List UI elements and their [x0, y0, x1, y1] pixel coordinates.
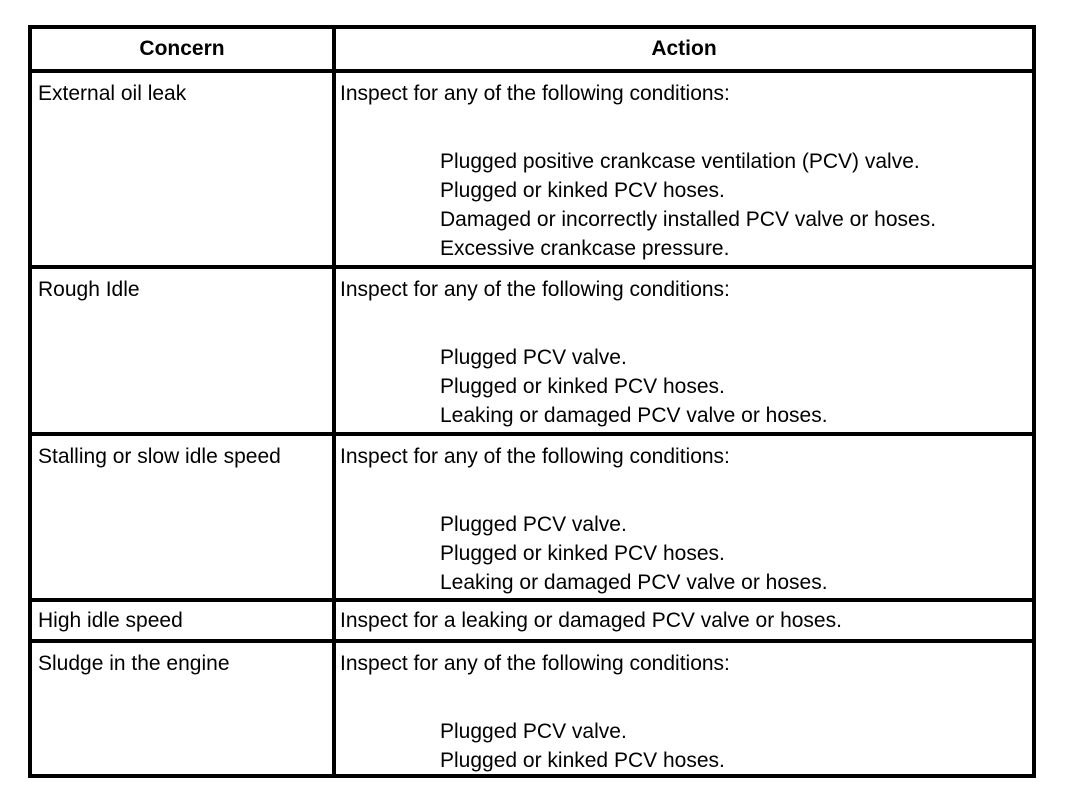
- table-row: [32, 69, 1032, 265]
- condition-item: Leaking or damaged PCV valve or hoses.: [440, 571, 828, 594]
- concern-action-table: [28, 25, 1036, 778]
- condition-item: Plugged or kinked PCV hoses.: [440, 542, 725, 565]
- table-header-row: [32, 29, 1032, 69]
- table-row: [32, 639, 1032, 774]
- action-intro: Inspect for any of the following conditions:: [340, 278, 730, 301]
- action-intro: Inspect for any of the following conditions:: [340, 652, 730, 675]
- concern-cell: Stalling or slow idle speed: [38, 445, 281, 468]
- action-cell: [340, 79, 1030, 263]
- concern-cell: Sludge in the engine: [38, 652, 230, 675]
- condition-item: Plugged PCV valve.: [440, 513, 627, 536]
- concern-cell: External oil leak: [38, 82, 187, 105]
- condition-item: Damaged or incorrectly installed PCV valve or hoses.: [440, 208, 937, 231]
- condition-item: Plugged or kinked PCV hoses.: [440, 179, 725, 202]
- header-concern: Concern: [139, 37, 225, 60]
- condition-list: [340, 147, 1030, 263]
- condition-item: Plugged or kinked PCV hoses.: [440, 375, 725, 398]
- table-row: [32, 432, 1032, 598]
- action-intro: Inspect for a leaking or damaged PCV valve or hoses.: [340, 609, 842, 632]
- condition-list: [340, 717, 1030, 775]
- condition-list: [340, 343, 1030, 430]
- action-intro: Inspect for any of the following conditions:: [340, 82, 730, 105]
- condition-item: Leaking or damaged PCV valve or hoses.: [440, 404, 828, 427]
- condition-item: Excessive crankcase pressure.: [440, 237, 730, 260]
- condition-list: [340, 510, 1030, 597]
- concern-cell: Rough Idle: [38, 278, 140, 301]
- header-action: Action: [651, 37, 717, 60]
- concern-cell: High idle speed: [38, 609, 183, 632]
- condition-item: Plugged PCV valve.: [440, 346, 627, 369]
- condition-item: Plugged PCV valve.: [440, 720, 627, 743]
- action-cell: [340, 442, 1030, 597]
- action-intro: Inspect for any of the following conditions:: [340, 445, 730, 468]
- table-row: [32, 265, 1032, 432]
- condition-item: Plugged or kinked PCV hoses.: [440, 749, 725, 772]
- action-cell: [340, 649, 1030, 775]
- action-cell: [340, 275, 1030, 430]
- action-cell: [340, 606, 1030, 635]
- table-row: [32, 598, 1032, 639]
- condition-item: Plugged positive crankcase ventilation (PCV) valve.: [440, 150, 920, 173]
